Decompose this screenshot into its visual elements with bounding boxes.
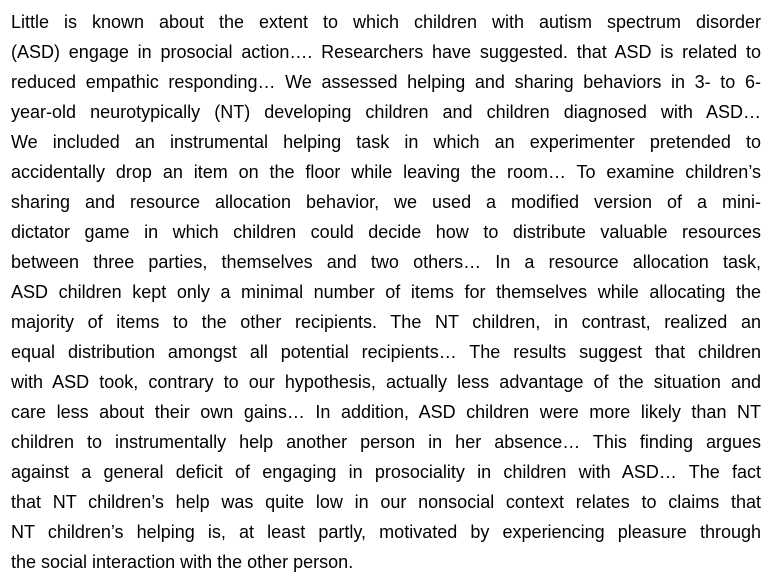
text-line: care less about their own gains… In addition, ASD children were more likely than NT bbox=[11, 402, 761, 422]
text-line: (ASD) engage in prosocial action…. Researchers have suggested. that ASD is related to bbox=[11, 42, 761, 62]
text-line: majority of items to the other recipients. The NT children, in contrast, realized an bbox=[11, 312, 761, 332]
text-line: reduced empathic responding… We assessed helping and sharing behaviors in 3- to 6- bbox=[11, 72, 761, 92]
text-line: year-old neurotypically (NT) developing children and children diagnosed with ASD… bbox=[11, 102, 761, 122]
text-line: Little is known about the extent to which children with autism spectrum disorder bbox=[11, 12, 761, 32]
text-line: between three parties, themselves and two others… In a resource allocation task, bbox=[11, 252, 761, 272]
text-line: sharing and resource allocation behavior, we used a modified version of a mini- bbox=[11, 192, 761, 212]
text-line: accidentally drop an item on the floor while leaving the room… To examine children’s bbox=[11, 162, 761, 182]
text-line: ASD children kept only a minimal number of items for themselves while allocating the bbox=[11, 282, 761, 302]
text-line: dictator game in which children could decide how to distribute valuable resources bbox=[11, 222, 761, 242]
text-line: We included an instrumental helping task in which an experimenter pretended to bbox=[11, 132, 761, 152]
text-line: equal distribution amongst all potential recipients… The results suggest that children bbox=[11, 342, 761, 362]
text-line: against a general deficit of engaging in prosociality in children with ASD… The fact bbox=[11, 462, 761, 482]
text-line: that NT children’s help was quite low in our nonsocial context relates to claims that bbox=[11, 492, 761, 512]
text-line: NT children’s helping is, at least partly, motivated by experiencing pleasure through bbox=[11, 522, 761, 542]
text-line: with ASD took, contrary to our hypothesis, actually less advantage of the situation and bbox=[11, 372, 761, 392]
text-line: children to instrumentally help another person in her absence… This finding argues bbox=[11, 432, 761, 452]
document-body bbox=[11, 7, 761, 577]
text-line-last: the social interaction with the other person. bbox=[11, 552, 354, 572]
